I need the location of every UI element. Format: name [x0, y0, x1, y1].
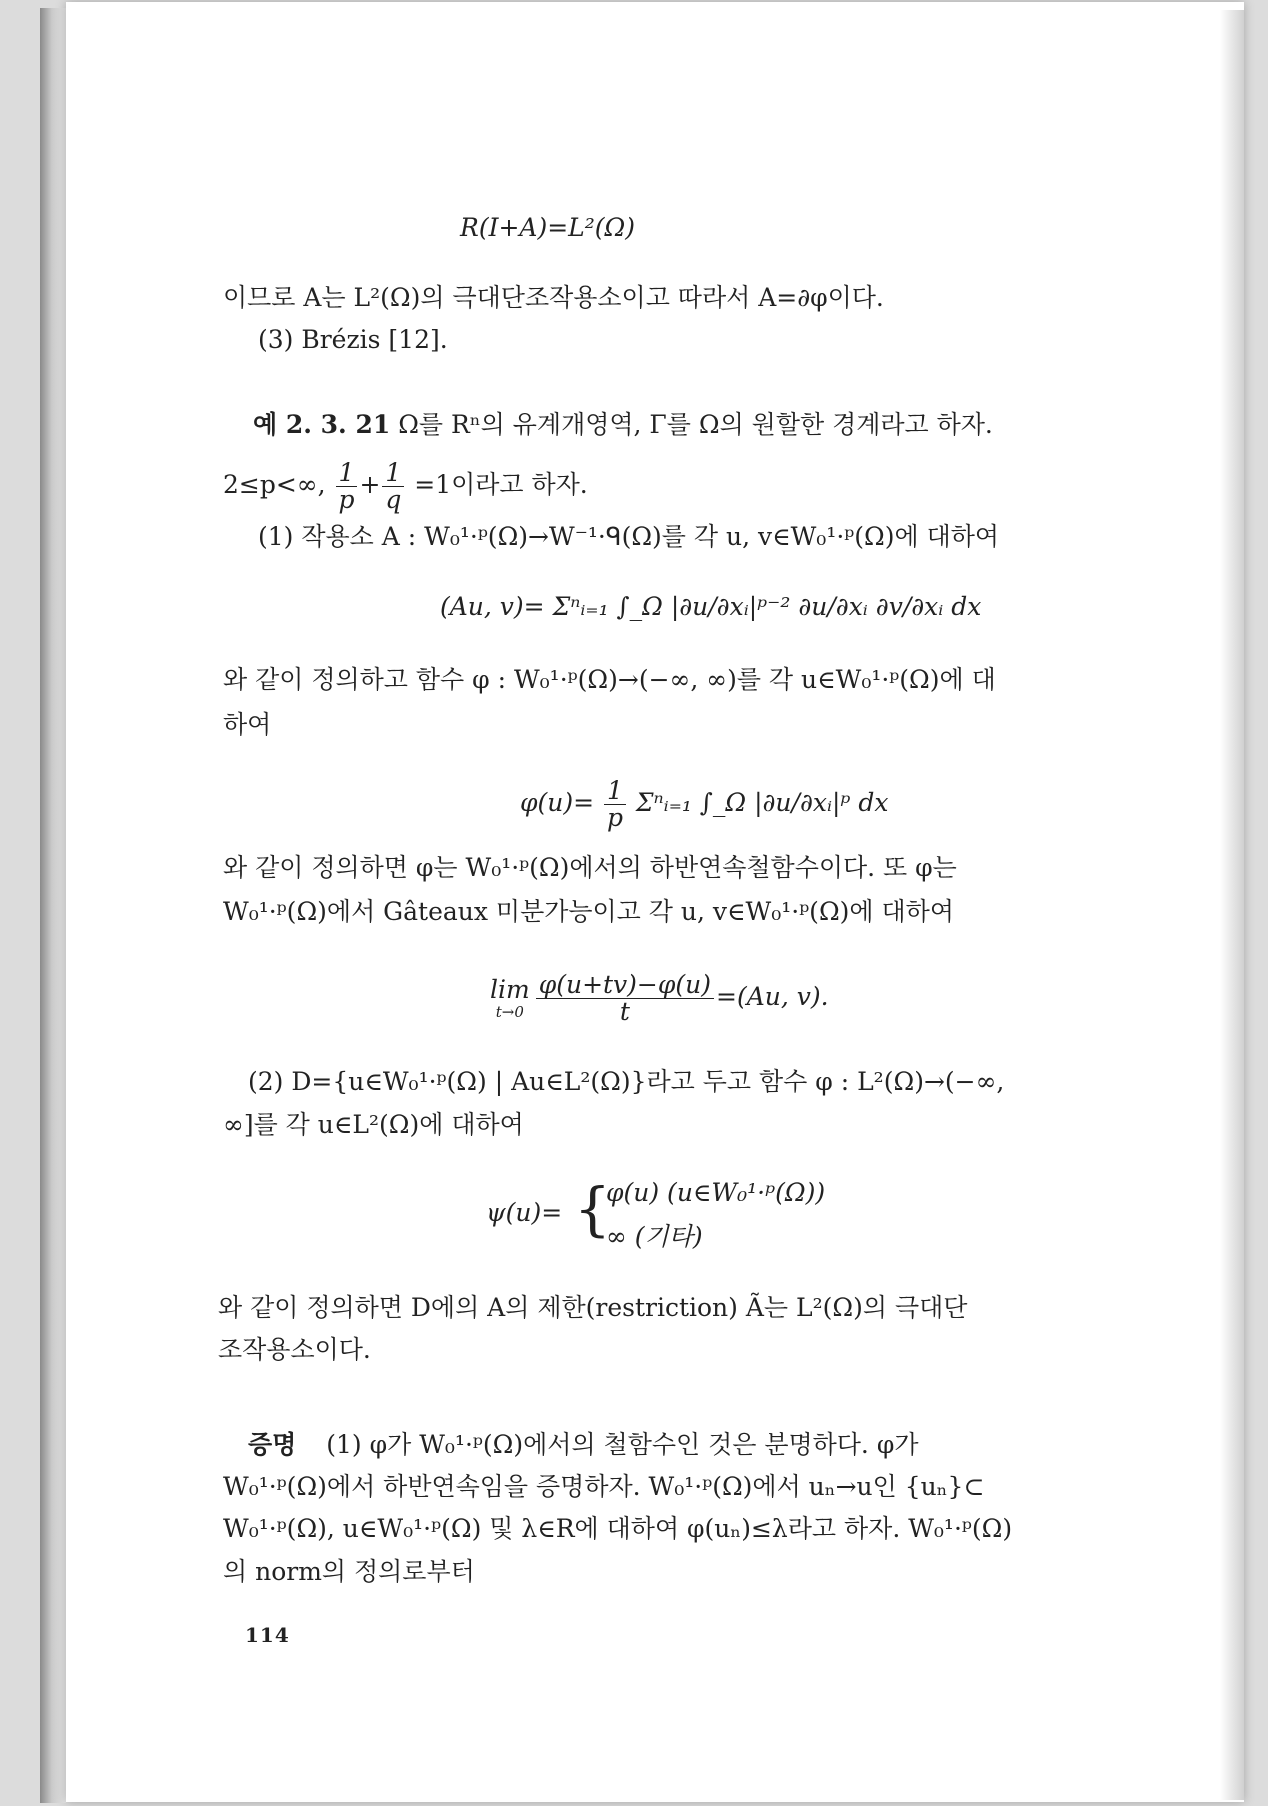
- example-heading-line: [253, 410, 993, 440]
- page-number: 114: [245, 1623, 290, 1647]
- limit-operator: [490, 974, 530, 1021]
- limit-subscript: t→0: [495, 1002, 524, 1021]
- fraction-numerator: 1: [382, 460, 404, 487]
- text-line: (2) D={u∈W₀¹·ᵖ(Ω) | Au∈L²(Ω)}라고 두고 함수 φ : L²(Ω)→(−∞,: [248, 1067, 1005, 1096]
- equation-range: R(I+A)=L²(Ω): [460, 213, 636, 242]
- text-line: 조작용소이다.: [218, 1335, 371, 1364]
- fraction-denominator: t: [619, 997, 630, 1026]
- fraction-numerator: 1: [336, 460, 358, 487]
- difference-quotient: [536, 972, 714, 1025]
- equation-limit: [488, 972, 829, 1025]
- proof-text: (1) φ가 W₀¹·ᵖ(Ω)에서의 철함수인 것은 분명하다. φ가: [326, 1430, 919, 1459]
- text-line: ∞]를 각 u∈L²(Ω)에 대하여: [223, 1110, 524, 1139]
- left-brace: {: [574, 1175, 611, 1243]
- equation-psi-case-2: ∞ (기타): [606, 1222, 703, 1251]
- eq3-rhs: =(Au, v).: [716, 982, 829, 1011]
- fraction-denominator: p: [606, 803, 623, 832]
- fraction-1-p: [336, 460, 358, 513]
- fraction-denominator: p: [338, 485, 355, 514]
- proof-heading-line: [248, 1430, 919, 1460]
- equation-psi-case-1: φ(u) (u∈W₀¹·ᵖ(Ω)): [606, 1178, 826, 1207]
- equation-psi-lhs: ψ(u)=: [486, 1198, 563, 1227]
- text-line: W₀¹·ᵖ(Ω), u∈W₀¹·ᵖ(Ω) 및 λ∈R에 대하여 φ(uₙ)≤λ라고 하자. W₀¹·ᵖ(Ω): [223, 1514, 1013, 1543]
- fraction-1-q: [382, 460, 404, 513]
- text-line: 하여: [223, 710, 272, 739]
- equation-phi: [520, 778, 888, 831]
- plus-sign: +: [359, 470, 381, 499]
- limit-text: lim: [490, 974, 530, 1004]
- text-line: 와 같이 정의하면 D에의 A의 제한(restriction) Ã는 L²(Ω)의 극대단: [218, 1293, 968, 1322]
- eq2-body: Σⁿᵢ₌₁ ∫_Ω |∂u/∂xᵢ|ᵖ dx: [635, 788, 889, 817]
- equation-au-v: [440, 592, 981, 622]
- example-text: Ω를 Rⁿ의 유계개영역, Γ를 Ω의 원할한 경계라고 하자.: [398, 410, 993, 439]
- text-line: 이므로 A는 L²(Ω)의 극대단조작용소이고 따라서 A=∂φ이다.: [223, 283, 884, 312]
- condition-a: 2≤p<∞,: [223, 470, 326, 499]
- condition-line: [223, 460, 588, 513]
- fraction-numerator: φ(u+tv)−φ(u): [536, 972, 714, 999]
- fraction-numerator: 1: [604, 778, 626, 805]
- fraction-1-p: [604, 778, 626, 831]
- book-spine: [40, 8, 66, 1803]
- eq1-lhs: (Au, v)=: [440, 592, 545, 621]
- condition-b: =1이라고 하자.: [414, 470, 588, 499]
- text-line: W₀¹·ᵖ(Ω)에서 하반연속임을 증명하자. W₀¹·ᵖ(Ω)에서 uₙ→u인 {uₙ}⊂: [223, 1472, 985, 1501]
- reference-line: (3) Brézis [12].: [258, 325, 448, 354]
- text-line: 와 같이 정의하면 φ는 W₀¹·ᵖ(Ω)에서의 하반연속철함수이다. 또 φ는: [223, 853, 957, 882]
- eq2-lhs: φ(u)=: [520, 788, 595, 817]
- operator-definition-line: (1) 작용소 A : W₀¹·ᵖ(Ω)→W⁻¹·ᑫ(Ω)를 각 u, v∈W₀¹·ᵖ(Ω)에 대하여: [258, 522, 1000, 551]
- eq1-sum: Σⁿᵢ₌₁ ∫_Ω: [552, 592, 663, 621]
- fraction-denominator: q: [385, 485, 402, 514]
- eq1-body: |∂u/∂xᵢ|ᵖ⁻² ∂u/∂xᵢ ∂v/∂xᵢ dx: [670, 592, 982, 621]
- proof-label: 증명: [248, 1430, 297, 1459]
- text-line: W₀¹·ᵖ(Ω)에서 Gâteaux 미분가능이고 각 u, v∈W₀¹·ᵖ(Ω)에 대하여: [223, 897, 954, 926]
- example-number: 예 2. 3. 21: [253, 410, 391, 439]
- page-edge: [1220, 10, 1244, 1800]
- text-line: 와 같이 정의하고 함수 φ : W₀¹·ᵖ(Ω)→(−∞, ∞)를 각 u∈W₀¹·ᵖ(Ω)에 대: [223, 665, 996, 694]
- text-line: 의 norm의 정의로부터: [223, 1557, 475, 1586]
